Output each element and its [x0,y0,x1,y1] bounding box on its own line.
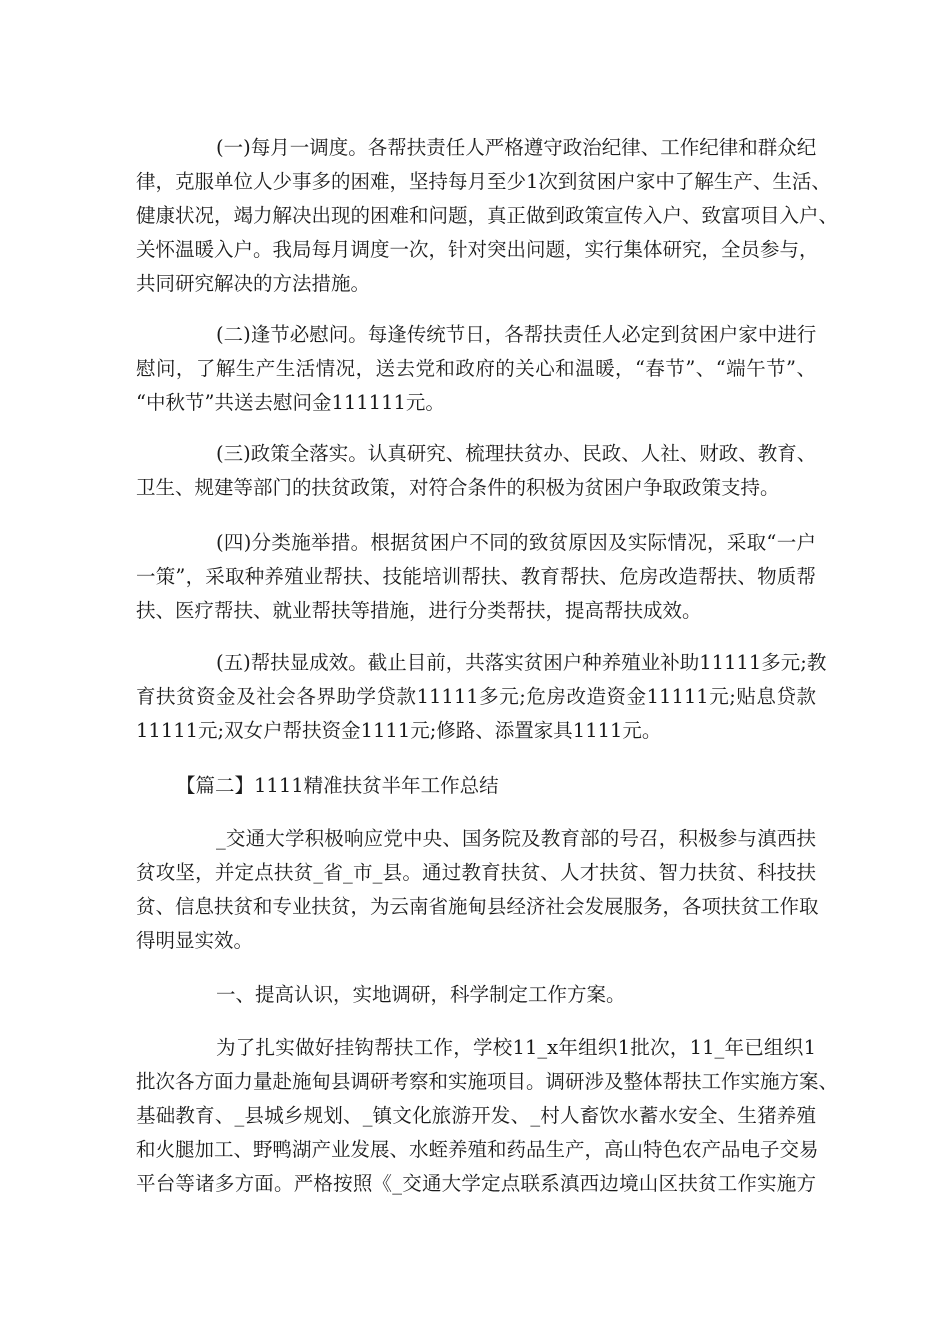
text-line: 健康状况，竭力解决出现的困难和问题，真正做到政策宣传入户、致富项目入户、 [136,204,839,227]
text-line: 基础教育、_县城乡规划、_镇文化旅游开发、_村人畜饮水蓄水安全、生猪养殖 [136,1104,816,1127]
text-line: (一)每月一调度。各帮扶责任人严格遵守政治纪律、工作纪律和群众纪 [216,136,817,159]
text-line: 扶、医疗帮扶、就业帮扶等措施，进行分类帮扶，提高帮扶成效。 [136,599,702,622]
section-heading [176,769,776,803]
section-heading-text: 【篇二】1111精准扶贫半年工作总结 [176,774,499,797]
paragraph-item-5 [136,646,827,748]
subsection-title-text: 一、提高认识，实地调研，科学制定工作方案。 [216,983,626,1006]
paragraph-item-1 [136,131,839,301]
paragraph-item-2 [136,318,816,420]
text-line: (五)帮扶显成效。截止目前，共落实贫困户种养殖业补助11111多元;教 [216,651,827,674]
paragraph-intro [136,822,819,958]
text-line: “中秋节”共送去慰问金111111元。 [136,391,445,414]
text-line: 批次各方面力量赴施甸县调研考察和实施项目。调研涉及整体帮扶工作实施方案、 [136,1070,839,1093]
text-line: 卫生、规建等部门的扶贫政策，对符合条件的积极为贫困户争取政策支持。 [136,476,780,499]
text-line: 和火腿加工、野鸭湖产业发展、水蛭养殖和药品生产，高山特色农产品电子交易 [136,1138,819,1161]
text-line: (三)政策全落实。认真研究、梳理扶贫办、民政、人社、财政、教育、 [216,442,817,465]
paragraph-item-4 [136,526,816,628]
text-line: (四)分类施举措。根据贫困户不同的致贫原因及实际情况，采取“一户 [216,531,816,554]
text-line: 律，克服单位人少事多的困难，坚持每月至少1次到贫困户家中了解生产、生活、 [136,170,831,193]
text-line: 为了扎实做好挂钩帮扶工作，学校11_x年组织1批次，11_年已组织1 [216,1036,816,1059]
text-line: 得明显实效。 [136,929,254,952]
text-line: 一策”，采取种养殖业帮扶、技能培训帮扶、教育帮扶、危房改造帮扶、物质帮 [136,565,816,588]
subsection-title [136,978,816,1012]
paragraph-item-3 [136,437,816,505]
text-line: (二)逢节必慰问。每逢传统节日，各帮扶责任人必定到贫困户家中进行 [216,323,817,346]
text-line: 共同研究解决的方法措施。 [136,272,371,295]
text-line: 育扶贫资金及社会各界助学贷款11111多元;危房改造资金11111元;贴息贷款 [136,685,816,708]
text-line: 贫、信息扶贫和专业扶贫，为云南省施甸县经济社会发展服务，各项扶贫工作取 [136,895,819,918]
text-line: 关怀温暖入户。我局每月调度一次，针对突出问题，实行集体研究，全员参与， [136,238,819,261]
text-line: 11111元;双女户帮扶资金1111元;修路、添置家具1111元。 [136,719,662,742]
paragraph-point-1 [136,1031,839,1201]
text-line: 平台等诸多方面。严格按照《_交通大学定点联系滇西边境山区扶贫工作实施方 [136,1172,816,1195]
text-line: 贫攻坚，并定点扶贫_省_市_县。通过教育扶贫、人才扶贫、智力扶贫、科技扶 [136,861,816,884]
text-line: _交通大学积极响应党中央、国务院及教育部的号召，积极参与滇西扶 [216,827,816,850]
text-line: 慰问，了解生产生活情况，送去党和政府的关心和温暖，“春节”、“端午节”、 [136,357,816,380]
